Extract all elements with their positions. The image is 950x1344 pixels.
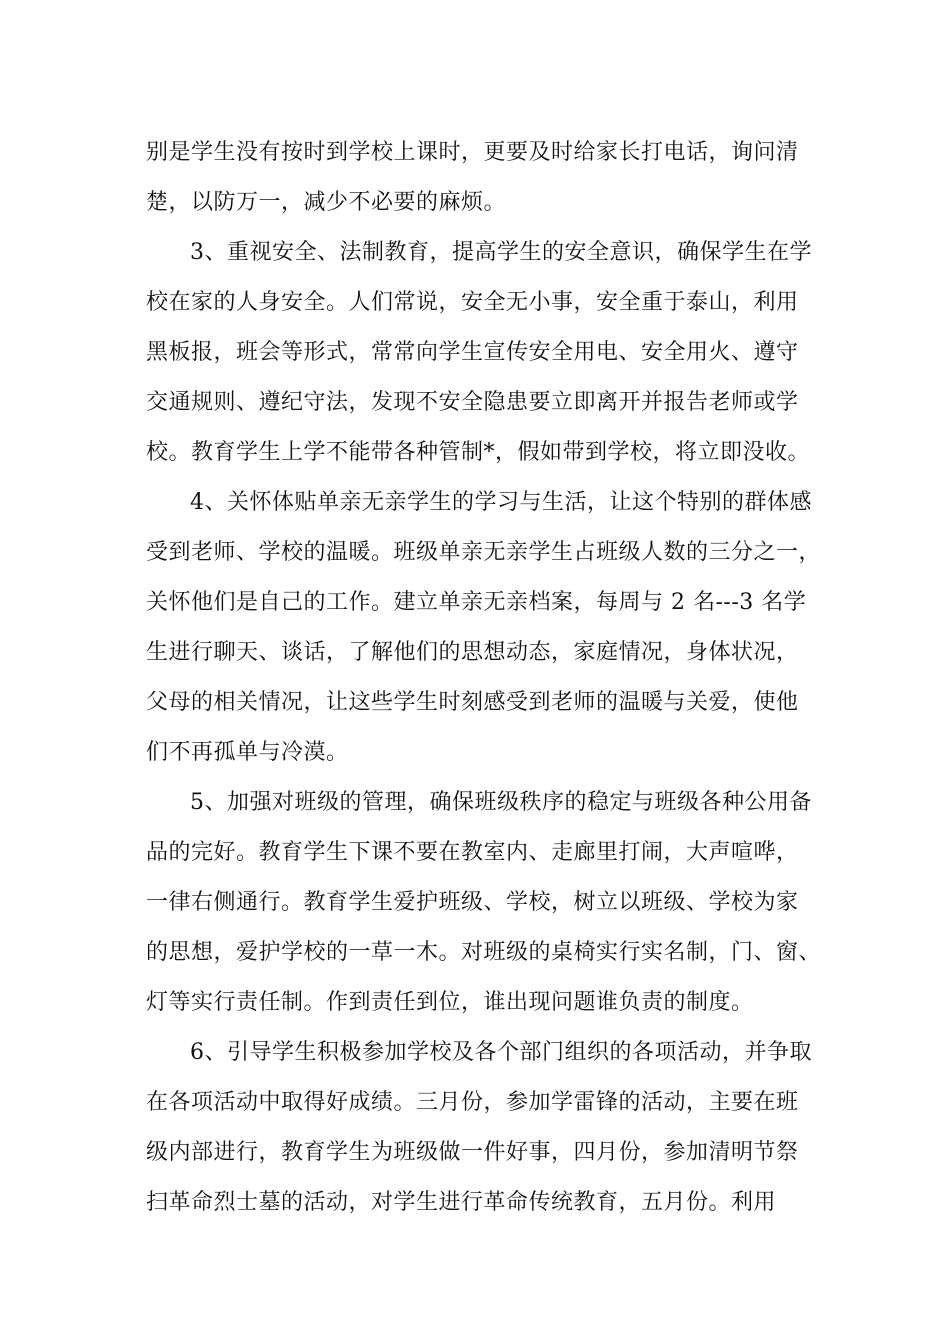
text-line: 一律右侧通行。教育学生爱护班级、学校，树立以班级、学校为家 <box>146 890 799 915</box>
text-line: 父母的相关情况，让这些学生时刻感受到老师的温暖与关爱，使他 <box>146 690 799 715</box>
text-line: 校。教育学生上学不能带各种管制*，假如带到学校，将立即没收。 <box>146 440 811 465</box>
text-line: 关怀他们是自己的工作。建立单亲无亲档案，每周与 2 名---3 名学 <box>146 590 807 615</box>
paragraph-5-start: 5、加强对班级的管理，确保班级秩序的稳定与班级各种公用备 <box>190 790 812 815</box>
text-line: 校在家的人身安全。人们常说，安全无小事，安全重于泰山，利用 <box>146 290 799 315</box>
text-line: 别是学生没有按时到学校上课时，更要及时给家长打电话，询问清 <box>146 140 799 165</box>
text-line: 扫革命烈士墓的活动，对学生进行革命传统教育，五月份。利用 <box>146 1190 777 1215</box>
text-line: 交通规则、遵纪守法，发现不安全隐患要立即离开并报告老师或学 <box>146 390 799 415</box>
text-line: 们不再孤单与冷漠。 <box>146 740 349 765</box>
text-line: 灯等实行责任制。作到责任到位，谁出现问题谁负责的制度。 <box>146 990 754 1015</box>
text-line: 受到老师、学校的温暖。班级单亲无亲学生占班级人数的三分之一， <box>146 540 822 565</box>
text-line: 生进行聊天、谈话，了解他们的思想动态，家庭情况，身体状况， <box>146 640 799 665</box>
text-line: 在各项活动中取得好成绩。三月份，参加学雷锋的活动，主要在班 <box>146 1090 799 1115</box>
paragraph-4-start: 4、关怀体贴单亲无亲学生的学习与生活，让这个特别的群体感 <box>190 490 812 515</box>
text-line: 楚，以防万一，减少不必要的麻烦。 <box>146 190 507 215</box>
text-line: 级内部进行，教育学生为班级做一件好事，四月份，参加清明节祭 <box>146 1140 799 1165</box>
text-line: 的思想，爱护学校的一草一木。对班级的桌椅实行实名制，门、窗、 <box>146 940 822 965</box>
paragraph-6-start: 6、引导学生积极参加学校及各个部门组织的各项活动，并争取 <box>190 1040 812 1065</box>
text-line: 黑板报，班会等形式，常常向学生宣传安全用电、安全用火、遵守 <box>146 340 799 365</box>
text-line: 品的完好。教育学生下课不要在教室内、走廊里打闹，大声喧哗， <box>146 840 799 865</box>
paragraph-3-start: 3、重视安全、法制教育，提高学生的安全意识，确保学生在学 <box>190 240 812 265</box>
